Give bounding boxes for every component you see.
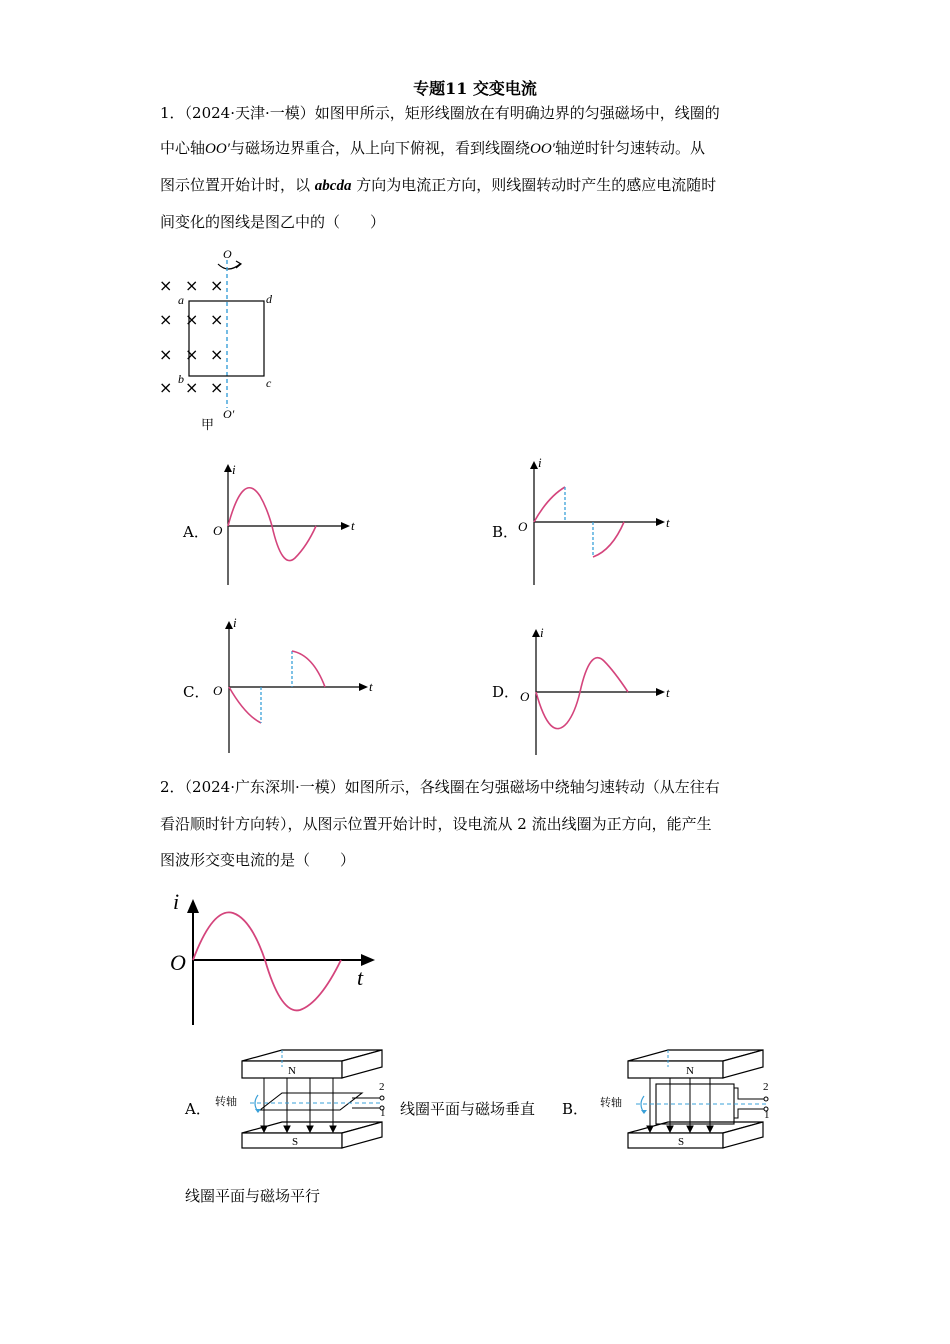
rotation-arrowhead-icon — [255, 1109, 261, 1113]
q1-axis-2: OO′ — [529, 141, 555, 157]
n-block-front — [628, 1061, 723, 1078]
page-title: 专题11 交变电流 — [413, 79, 537, 98]
axis-label: 转轴 — [600, 1096, 622, 1109]
x-arrow-icon — [359, 683, 368, 691]
q1-abcda: abcda — [314, 178, 352, 194]
cross: × — [210, 310, 224, 329]
label-i: i — [233, 615, 237, 630]
sine-waveform — [193, 912, 341, 1010]
cross: × — [210, 345, 224, 364]
cross: × — [185, 276, 199, 295]
q1-option-b-graph[interactable] — [512, 455, 682, 590]
figure-caption-jia: 甲 — [201, 418, 215, 433]
label-origin: O — [170, 950, 186, 975]
q2-line1: 2．（2024·广东深圳·一模）如图所示，各线圈在匀强磁场中绕轴匀速转动（从左往右 — [160, 778, 720, 796]
label-d: d — [266, 292, 272, 306]
label-t: t — [357, 965, 364, 990]
label-i: i — [173, 889, 180, 914]
q1-axis-1: OO′ — [205, 141, 230, 157]
s-pole-label: S — [678, 1136, 685, 1148]
terminal-2 — [764, 1097, 768, 1101]
q1-line2-c: 轴逆时针匀速转动。从 — [554, 139, 705, 157]
q1-option-d-label[interactable]: D． — [492, 683, 520, 701]
cross: × — [159, 345, 173, 364]
q2-option-a-label[interactable]: A． — [185, 1100, 211, 1118]
q1-line3-a: 图示位置开始计时，以 — [160, 176, 315, 194]
label-i: i — [232, 462, 236, 477]
q2-line2: 看沿顺时针方向转），从图示位置开始计时，设电流从 2 流出线圈为正方向，能产生 — [160, 815, 712, 833]
cross: × — [210, 276, 224, 295]
q2-option-b-desc: 线圈平面与磁场平行 — [185, 1187, 321, 1205]
curve-positive — [292, 651, 325, 687]
curve-negative — [593, 522, 624, 557]
magnetic-field-crosses — [159, 276, 223, 397]
terminal-1-label: 1 — [764, 1109, 770, 1121]
label-t: t — [666, 685, 670, 700]
label-t: t — [351, 518, 355, 533]
label-origin: O — [213, 523, 223, 538]
label-t: t — [369, 679, 373, 694]
terminal-2-label: 2 — [763, 1081, 769, 1093]
axis-label: 转轴 — [215, 1095, 237, 1108]
y-arrow-icon — [224, 464, 232, 472]
s-block-front — [628, 1133, 723, 1148]
cross: × — [185, 310, 199, 329]
q1-figure-jia — [150, 240, 300, 440]
n-pole-label: N — [288, 1065, 296, 1077]
q2-waveform-graph — [165, 885, 385, 1030]
x-arrow-icon — [656, 688, 665, 696]
label-origin: O — [213, 683, 223, 698]
q1-line2-b: 与磁场边界重合，从上向下俯视，看到线圈绕 — [229, 139, 530, 157]
label-i: i — [540, 625, 544, 640]
label-O: O — [223, 247, 232, 261]
cross: × — [159, 378, 173, 397]
label-O-prime: O′ — [223, 407, 235, 421]
q1-line4: 间变化的图线是图乙中的（ ） — [160, 213, 386, 231]
q1-option-c-graph[interactable] — [205, 615, 385, 755]
q2-option-a-desc: 线圈平面与磁场垂直 — [400, 1100, 536, 1118]
y-arrow-icon — [530, 461, 538, 469]
lead-2 — [734, 1088, 764, 1099]
y-arrow-icon — [225, 621, 233, 629]
q1-line3-b: 方向为电流正方向，则线圈转动时产生的感应电流随时 — [351, 176, 717, 194]
terminal-1-label: 1 — [380, 1107, 386, 1119]
y-arrow-icon — [532, 629, 540, 637]
q1-option-c-label[interactable]: C． — [183, 683, 210, 701]
coil-plane — [260, 1093, 362, 1110]
sine-curve — [228, 488, 316, 561]
q1-option-d-graph[interactable] — [512, 625, 682, 760]
q2-line3: 图波形交变电流的是（ ） — [160, 851, 356, 869]
cross: × — [159, 310, 173, 329]
cross: × — [185, 378, 199, 397]
q1-option-a-label[interactable]: A． — [183, 523, 209, 541]
terminal-2-label: 2 — [379, 1081, 385, 1093]
n-pole-label: N — [686, 1065, 694, 1077]
label-a: a — [178, 293, 184, 307]
label-origin: O — [520, 689, 530, 704]
x-arrow-icon — [341, 522, 350, 530]
q1-line2 — [160, 131, 705, 167]
q1-line2-a: 中心轴 — [160, 139, 206, 157]
label-t: t — [666, 515, 670, 530]
label-c: c — [266, 376, 272, 390]
cross: × — [185, 345, 199, 364]
rotation-arrow-icon — [218, 264, 240, 269]
curve-positive — [534, 487, 565, 522]
cross: × — [159, 276, 173, 295]
lead-1 — [734, 1109, 764, 1118]
q2-option-b-label[interactable]: B． — [562, 1100, 589, 1118]
sine-curve-inverted — [536, 658, 628, 729]
terminal-2 — [380, 1096, 384, 1100]
q1-option-a-graph[interactable] — [205, 460, 365, 590]
curve-negative — [229, 687, 261, 723]
label-origin: O — [518, 519, 528, 534]
s-pole-label: S — [292, 1136, 299, 1148]
y-arrow-icon — [187, 899, 199, 913]
q1-line1: 1．（2024·天津·一模）如图甲所示，矩形线圈放在有明确边界的匀强磁场中，线圈的 — [160, 104, 720, 122]
q2-option-a-apparatus[interactable] — [212, 1048, 397, 1153]
q2-option-b-apparatus[interactable] — [598, 1048, 783, 1153]
label-b: b — [178, 372, 184, 386]
cross: × — [210, 378, 224, 397]
x-arrow-icon — [656, 518, 665, 526]
q1-line3 — [160, 168, 716, 204]
q1-option-b-label[interactable]: B． — [492, 523, 519, 541]
rotation-arrowhead-icon — [641, 1110, 647, 1114]
label-i: i — [538, 455, 542, 470]
